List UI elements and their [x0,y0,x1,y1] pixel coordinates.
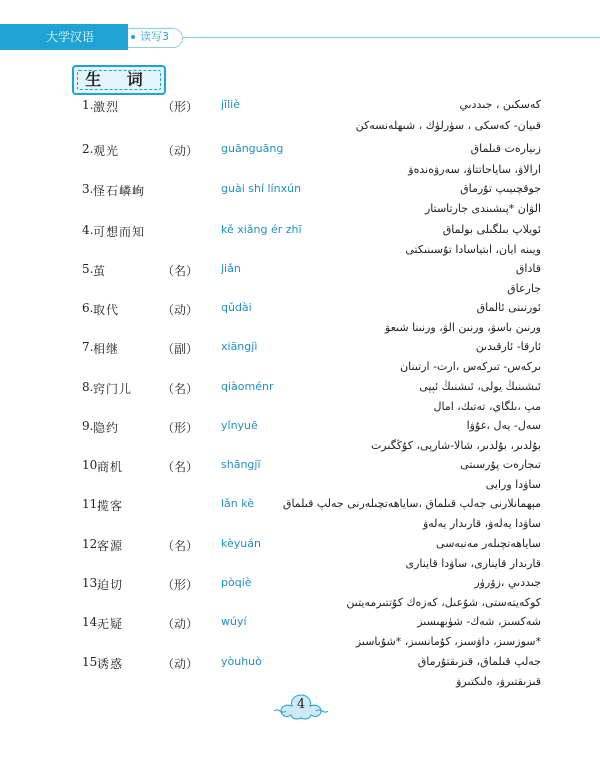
entry-number: 10. [82,458,102,472]
entry-ug-line-2: ورنىن باسۋ، ورنىن الۋ، ورنىنا شىعۋ [385,321,541,334]
entry-ug-line-2: *سوزسىز، داۋسىز، كۇمانسىز، *شۇباسىز [355,635,541,648]
page-number: 4 [296,697,306,712]
entry-number: 11. [82,497,102,511]
entry-pos: （形） [162,578,199,592]
entry-ug-line-1: تىجارەت پۇرسىتى [460,458,541,471]
book-subtitle: 读写3 [140,30,169,43]
entry-pinyin: wúyí [221,615,247,628]
entry-number: 2. [82,142,94,156]
entry-pinyin: lǎn kè [221,497,255,510]
entry-word: 窍门儿 [93,382,133,396]
entry-ug-line-1: ئويلاپ بىلگىلى بولماق [442,223,541,236]
entry-number: 6. [82,301,94,315]
entry-ug-line-1: ئارقا- ئارقىدىن [475,340,541,353]
entry-ug-line-1: سەل- يەل ،غۇۋا [466,419,541,432]
entry-pinyin: kèyuán [221,537,261,550]
section-tag [72,65,166,95]
entry-number: 1. [82,98,94,112]
entry-ug-line-1: جوقچىيىپ تۇرماق [460,182,541,195]
section-tag-label: 生 词 [85,70,153,89]
entry-ug-line-2: قىيان- كەسكى ، سۈرلۈك ، شىھلەنسەكن [355,119,541,132]
entry-ug-line-2: قارىدار قاينارى، ساۋدا قاينارى [405,557,541,570]
entry-word: 茧 [93,264,107,278]
entry-number: 13. [82,576,102,590]
entry-ug-line-2: ويىنە ايان، ابتياسادا تۇسىنىكتى [405,243,541,256]
entry-pinyin: xiāngjì [221,340,258,353]
entry-pos: （名） [162,539,199,553]
entry-ug-line-1: قاداق [515,262,541,275]
entry-pos: （名） [162,460,199,474]
entry-word: 无疑 [97,617,124,631]
entry-number: 3. [82,182,94,196]
entry-word: 可想而知 [93,225,146,239]
entry-number: 14. [82,615,102,629]
entry-ug-line-2: ساۋدا ورايى [485,478,541,491]
entry-ug-line-1: جەلپ قىلماق، قىزىقتۇرماق [417,655,541,668]
entry-ug-line-2: جارعاق [507,282,541,295]
entry-pinyin: qǔdài [221,301,252,314]
entry-pos: （形） [162,421,199,435]
entry-number: 9. [82,419,94,433]
entry-ug-line-1: ئىشىنىڭ يولى، ئىشنىڭ ئېپى [419,380,541,393]
entry-ug-line-2: ارالاۋ، ساياحاتتاۋ، سەرۋەندەۋ [408,163,541,176]
entry-ug-line-1: ساياھەتچىلەر مەنبەسى [436,537,541,550]
entry-ug-line-2: ىركەس- تىركەس ،ارت- ارتىنان [400,360,541,373]
entry-number: 8. [82,380,94,394]
entry-word: 怪石嶙峋 [93,184,146,198]
entry-ug-line-1: جىددىي ،زۆرۈر [474,576,541,589]
entry-pinyin: pòqiè [221,576,252,589]
entry-word: 取代 [93,303,120,317]
entry-word: 揽客 [97,499,124,513]
page-header [0,24,600,50]
entry-word: 观光 [93,144,120,158]
entry-number: 7. [82,340,94,354]
entry-ug-line-2: قىزىقتىرۋ، ەلىكتىرۋ [456,675,541,688]
entry-pinyin: guānguāng [221,142,284,155]
entry-pos: （动） [162,617,199,631]
entry-word: 客源 [97,539,124,553]
entry-word: 隐约 [93,421,120,435]
entry-ug-line-2: مپ ،ىلگاي، تەتىك، امال [433,400,541,413]
header-rule [182,37,600,38]
entry-pos: （名） [162,382,199,396]
entry-pinyin: qiàoménr [221,380,274,393]
entry-pos: （名） [162,264,199,278]
entry-pos: （形） [162,100,199,114]
entry-pos: （动） [162,657,199,671]
entry-ug-line-2: الۋان *پىشىندى جارتاستار [424,202,541,215]
entry-pos: （动） [162,144,199,158]
entry-ug-line-1: زىيارەت قىلماق [470,142,541,155]
entry-pinyin: kě xiǎng ér zhī [221,223,302,236]
entry-number: 15. [82,655,102,669]
entry-number: 5. [82,262,94,276]
entry-ug-line-1: مېھمانلارنى جەلپ قىلماق ،ساياھەتچىلەرنى جەلپ قىلماق [282,497,541,510]
entry-word: 商机 [97,460,124,474]
entry-word: 激烈 [93,100,120,114]
entry-pinyin: yǐnyuē [221,419,258,432]
entry-ug-line-2: ساۋدا يەلەۋ، قارىدار يەلەۋ [422,517,541,530]
entry-word: 诱惑 [97,657,124,671]
entry-pinyin: shāngjī [221,458,261,471]
entry-pinyin: yòuhuò [221,655,262,668]
entry-word: 相继 [93,342,120,356]
entry-pinyin: jiǎn [221,262,241,275]
entry-word: 迫切 [97,578,124,592]
entry-ug-line-2: كوكەيتەستى، شۇعىل، كەزەك كۇتتىرمەيتىن [346,596,541,609]
entry-ug-line-1: شەكسىز، شەك- شۈبھىسىز [417,615,541,628]
entry-pos: （动） [162,303,199,317]
entry-pinyin: guài shí línxún [221,182,302,195]
entry-ug-line-1: ئورنىنى ئالماق [476,301,541,314]
book-title: 大学汉语 [46,30,95,44]
header-dot-icon [131,35,135,39]
page-number-ornament [270,693,332,721]
entry-ug-line-2: بۇلدىر، بۇلدىر، شالا-شارپى، كۇڭگىرت [370,439,541,452]
entry-pos: （副） [162,342,199,356]
entry-number: 4. [82,223,94,237]
entry-ug-line-1: كەسكىن ، جىددىي [459,98,541,111]
entry-pinyin: jīliè [221,98,240,111]
entry-number: 12. [82,537,102,551]
